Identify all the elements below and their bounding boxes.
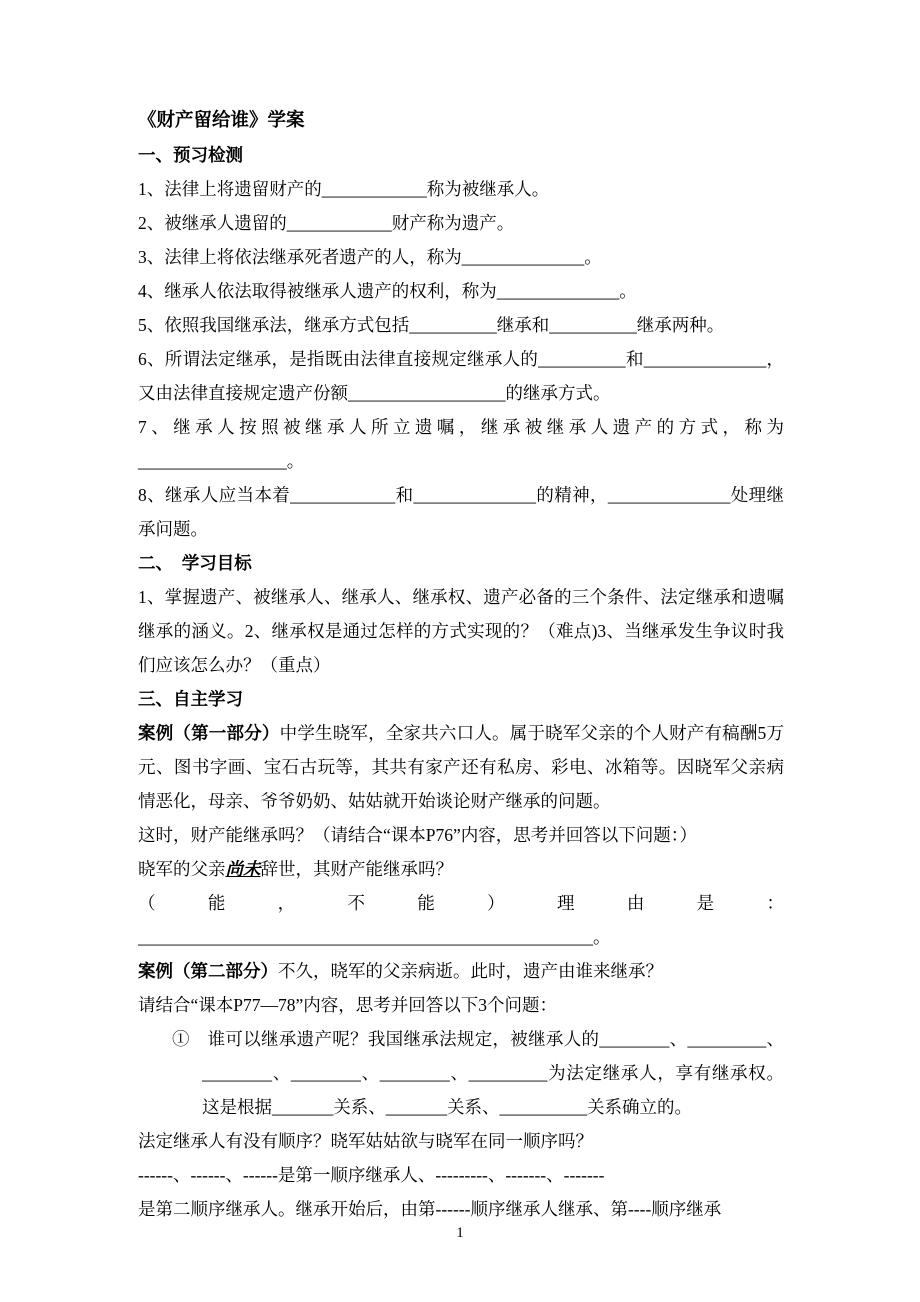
refer-line: 请结合“课本P77—78”内容，思考并回答以下3个问题：: [138, 995, 558, 1015]
case-part2-paragraph: [138, 954, 784, 988]
preview-item-8: 8、继承人应当本着____________和______________的精神，______________处理继承问题。: [138, 485, 784, 539]
preview-item-6: 6、所谓法定继承，是指既由法律直接规定继承人的__________和______________，又由法律直接规定遗产份额__________________的继承方式。: [138, 349, 784, 403]
father-question-emphasis: 尚未: [225, 859, 261, 879]
page-number: 1: [456, 1225, 464, 1241]
section-heading-self-study: 三、自主学习: [138, 689, 243, 709]
question-now: 这时，财产能继承吗？（请结合“课本P76”内容，思考并回答以下问题：）: [138, 825, 698, 845]
preview-item-4: 4、继承人依法取得被继承人遗产的权利，称为______________。: [138, 281, 637, 301]
section-heading-preview: 一、预习检测: [138, 145, 243, 165]
case-part2-text: 不久，晓军的父亲病逝。此时，遗产由谁来继承？: [278, 961, 663, 981]
preview-item-5: 5、依照我国继承法，继承方式包括__________继承和__________继承两种。: [138, 315, 725, 335]
case-part1-paragraph: [138, 716, 784, 818]
father-question-post: 辞世，其财产能继承吗？: [260, 859, 453, 879]
goals-text: 1、掌握遗产、被继承人、继承人、继承权、遗产必备的三个条件、法定继承和遗嘱继承的涵义。2、继承权是通过怎样的方式实现的？（难点)3、当继承发生争议时我们应该怎么办？（重点）: [138, 587, 784, 675]
preview-item-1: 1、法律上将遗留财产的____________称为被继承人。: [138, 179, 550, 199]
question-order: 法定继承人有没有顺序？晓军姑姑欲与晓军在同一顺序吗？: [138, 1131, 593, 1151]
reason-blank-line: （能，不能）理由是：____________________________________________________。: [138, 893, 784, 947]
document-body: [138, 104, 784, 1226]
section-heading-goals: 二、 学习目标: [138, 553, 252, 573]
case-part1-label: 案例（第一部分）: [138, 723, 280, 743]
preview-item-7: 7、继承人按照被继承人所立遗嘱，继承被继承人遗产的方式，称为_________________。: [138, 417, 784, 471]
preview-item-2: 2、被继承人遗留的____________财产称为遗产。: [138, 213, 515, 233]
father-question-pre: 晓军的父亲: [138, 859, 226, 879]
page-title: 《财产留给谁》学案: [138, 111, 305, 131]
father-question-paragraph: [138, 852, 784, 886]
numbered-question-1: ① 谁可以继承遗产呢？我国继承法规定，被继承人的________、_________、________、________、________、_________为法定继承人，享有继承权。这是根据_______关系、_______关系、__________关系确立的。: [172, 1029, 784, 1117]
preview-item-3: 3、法律上将依法继承死者遗产的人，称为______________。: [138, 247, 602, 267]
order-line-1: ------、------、------是第一顺序继承人、---------、-------、-------: [138, 1165, 605, 1185]
case-part1-text: 中学生晓军，全家共六口人。属于晓军父亲的个人财产有稿酬5万元、图书字画、宝石古玩等，其共有家产还有私房、彩电、冰箱等。因晓军父亲病情恶化，母亲、爷爷奶奶、姑姑就开始谈论财产继承的问题。: [138, 723, 785, 811]
case-part2-label: 案例（第二部分）: [138, 961, 278, 981]
order-line-2: 是第二顺序继承人。继承开始后，由第------顺序继承人继承、第----顺序继承: [138, 1199, 722, 1219]
